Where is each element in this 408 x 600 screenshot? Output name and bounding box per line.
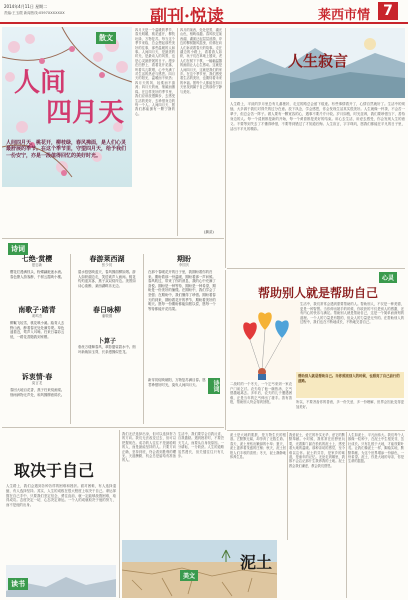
city-title: 莱西市情 xyxy=(318,8,371,23)
poem-author-1: 夏忠新 xyxy=(31,263,43,267)
mud-body-col1: 泥土是大地的肌肤，是万物生长的根基。它默默无闻，却孕育了无数生命。春天，泥土里钻出嫩绿的小草；夏天，泥土滋养着茂盛的庄稼；秋天，泥土回报人们丰收的喜悦；冬天，泥土静静地休养生息。 xyxy=(230,433,286,460)
spring-body-col2: 四月的莱西，处处是景，湖光山色，相映成趣。春风吹过莱西湖，湖面泛起层层涟漪，岸边的柳树随风摇曳，仿佛在向人们诉说着春天的故事。走在湖边的小路上，看着游人如织，孩子们在草地上嬉戏，老人们在树下下棋，一幅幅温馨的画面让人心生感动。这就是人间四月天，这就是我们的家乡。在这个季节里，我们感受着生活的美好，也期待着未来的幸福。愿每个人都能在四月天里找到属于自己的那份宁静与美好。 xyxy=(180,28,222,94)
poem-title-4: 南歌子·踏青 xyxy=(18,305,56,314)
page-number: 7 xyxy=(378,2,398,20)
poem-author-7: 莫言龙 xyxy=(31,381,43,385)
poems-side-tag: 诗词 xyxy=(208,378,220,394)
spring-title-2: 四月天 xyxy=(46,98,125,128)
poem-title-3: 期盼 xyxy=(177,254,191,263)
header-editor: 责编:王玉璟 新闻热线:0597XXXXXXX xyxy=(4,11,65,15)
spring-title-1: 人间 xyxy=(14,68,67,98)
header-date: 2014年4月11日 星期二 xyxy=(4,4,48,9)
help-image xyxy=(230,300,300,380)
poem-title-5: 春日咏柳 xyxy=(93,305,121,314)
self-body-col2: 我们无法选择出身，但可以选择努力的方向。我们无法改变过去，但可以把握现在。成功的人往往不是最聪明的人，而是最能坚持的人。只要方向正确，坚持到底，终会看到胜利的曙光。天道酬勤，机会总是留给有准备的人。 xyxy=(122,432,176,463)
help-highlight: 帮助别人就是帮助自己。当你照亮别人的时候，也照亮了自己前行的道路。 xyxy=(296,372,404,398)
self-title: 取决于自己 xyxy=(14,461,95,480)
section-title: 副刊·悦读 xyxy=(150,7,224,27)
poem-author-2: 张少初 xyxy=(101,263,113,267)
header xyxy=(0,0,408,27)
help-body-top: 生活中，我们常常会遇到需要帮助的人。帮助别人，不仅是一种美德，更是一种智慧。当你伸出援手的时候，你收获的不仅是别人的感激，还有内心的快乐与满足。帮助别人就是帮助自己，这是一个简单而深刻的道理。一个人的力量是有限的，但众人的力量是无穷的。在帮助别人的过程中，我们也在不断地成长，不断地完善自己。 xyxy=(300,302,404,325)
mud-body-col3: 人生如泥土，平凡而伟大。我们每个人都像一粒种子，在泥土中生根发芽，茁壮成长。只有扎根于大地，才能枝繁叶茂。让我们像泥土一样，脚踏实地，默默奉献，为这个世界增添一份绿色，一份希望。泥土，你是大地的母亲，你是生命的摇篮。 xyxy=(348,433,404,464)
deep-body-col1: 人生路上，平淡的岁月里总有几番挫折，走过的路总会留下痕迹。有些事情看开了，心情自然就好了。生活中的烦恼，大多源于我们对得失的过分在意。放下执念，学会感恩，你会发现生活其实很美好。人生就像一杯茶，不会苦一辈子，但总会苦一阵子。做人要有一颗宽容的心，遇事不要斤斤计较。岁月如梭，时光荏苒，我们要珍惜当下，善待身边的人。每一个清晨都是新的开始，每一个黄昏都是美好的结束。用心去生活，用爱去感受，你会发现人生的意义。不要等到失去了才懂得珍惜，不要等到错过了才知道后悔。人生寂言，字字珠玑，愿我们都能在平凡的日子里，活出不平凡的精彩。 xyxy=(230,102,405,131)
poem-author-4: 姜鸣杰 xyxy=(31,314,43,318)
deep-title: 人生寂言 xyxy=(288,52,349,70)
poems-tag: 诗词 xyxy=(8,243,28,255)
poem-body-2: 碧水悠悠映蓝天，春风拂面柳如烟。游人如织湖边走，笑语欢声入画间。桃花灼灼迎宾客，燕子双双绕岸边。美景如诗心欲醉，莱西湖畔乐无边。 xyxy=(78,270,136,288)
poem-body-4: 柳絮飞轻雪，桃花映小溪。踏青人去野山西，醉看春光处处满芳堤。草色遥看近，莺声入耳啼。归来日暮彩云低，一路花香随我到家栖。 xyxy=(10,321,65,339)
spring-tag: 散文 xyxy=(96,32,116,44)
self-body: 人生路上，我们会遇到各种各样的困难和挫折。面对困难，有人选择退缩，有人选择坚持。其实，人生的成败在很大程度上取决于自己。命运掌握在自己手中，只要我们坚定信念，勇往直前，就一定能够战胜困难，取得成功。态度决定一切，心态决定命运。一个人的成就取决于他的努力，而不是他的出身。 xyxy=(6,484,116,508)
help-body-end: 所以，不要吝啬你的善意，多一份关爱，多一份理解，世界会因此变得更加美好。 xyxy=(296,400,404,409)
poem-body-3: 在那个春暖花开的日子里，我期盼着你的归来。期盼着那一份温暖，期盼着那一声问候。春风吹过，带来了你的消息，我的心中充满了喜悦。期盼是一种等待，期盼是一种希望，期盼是一份美好的憧憬。在期盼中，我们学会了坚强；在期盼中，我们懂得了珍惜。期盼着春天的到来，期盼着花开的季节，期盼着美好的明天。愿每一份期盼都能如愿以偿，愿每一个等待都能开花结果。 xyxy=(148,270,216,311)
poem-title-1: 七绝·赏樱 xyxy=(21,254,53,263)
poem-body-8: 新芽初绽映朝阳，万物复苏满目春。愿君珍惜好时光，莫负人间四月天。 xyxy=(148,378,206,387)
mud-title: 泥土 xyxy=(240,553,273,572)
poem-body-7: 春回大地百花香，燕子归来绕画梁。细雨润物无声处，和风拂柳意绵长。 xyxy=(10,388,65,397)
poem-author-5: 潘敬德 xyxy=(101,314,113,318)
poem-author-3: 李国庆 xyxy=(178,263,190,267)
mud-body-col2: 我爱泥土，爱它的朴实无华，爱它的默默奉献。小时候，我常常在田野里玩耍，光着脚丫踩在松软的泥土上，感受着大地的温暖。那种亲切的感觉，至今难以忘怀。泥土的芬芳，是家乡的味道，是童年的记忆。无论走到哪里，我都不会忘记那片生我养我的土地。泥土教会我们谦虚，教会我们感恩。 xyxy=(289,433,345,468)
poem-body-5: 垂丝万缕舞春风，翠影婆娑碧水中。细叶新裁如玉剪，长条漫拂似苍龙。 xyxy=(78,345,136,354)
poem-title-7: 诉衷情·春 xyxy=(21,372,53,381)
help-title: 帮助别人就是帮助自己 xyxy=(257,286,378,300)
poem-title-2: 春游莱西湖 xyxy=(89,254,125,263)
spring-credit: (摘录) xyxy=(204,230,214,234)
mud-tag: 美文 xyxy=(180,570,198,581)
poem-body-1: 樱花烂漫满枝头，粉蝶翩跹逐水流。春色撩人游客醉，千树云霞映小楼。 xyxy=(10,270,65,279)
spring-intro: 人间四月天，桃花开，柳枝绿，春风拂面，是人们心灵最舒展的季节。在这个季节里，守望四月天，给予我们一份安宁，亦是一段值得回忆的美好时光。 xyxy=(6,140,127,159)
help-body-bottom: 二战时的一个冬天，一个乞丐来到一家农户门前乞讨。农夫给了他一碗热汤，乞丐感激地离去。多年后，农夫的儿子遭遇困难，正是当年的乞丐伸出了援手。善有善报，帮助别人终会得到回报。 xyxy=(230,382,292,405)
poem-title-6: 卜算子 xyxy=(97,338,116,345)
self-tag: 读书 xyxy=(8,578,28,590)
spring-body-col1: 四月天是一个温暖的季节，春光明媚，桃花盛开，柳枝吐绿，万物复苏。每当这个季节来临，总会想起那些美好的往事，那些温暖的人和事。人间四月天，是最美的时光，是最动人的风景，也是心灵最舒展的日子。漫步在田野上，看着花开花落，听着鸟儿歌唱，心中充满了对生活的热爱与感恩。四月天的阳光，温暖而不炽热；四月天的风，轻柔而不凛冽；四月天的雨，细腻而缠绵。在这样美好的季节里，我们应该放慢脚步，去感受生活的美好，去珍惜身边的每一个人。人间四月天，愿我们都能拥有一颗宁静的心。 xyxy=(135,28,175,116)
help-tag: 心灵 xyxy=(379,272,397,283)
self-body-col3: 生活中，我们要学会自我反省，自我激励。遇到挫折时，不要怨天尤人，而要从自身找原因。一分耕耘，一分收获。人生的道路虽然漫长，但关键往往只有几步。 xyxy=(178,432,224,459)
